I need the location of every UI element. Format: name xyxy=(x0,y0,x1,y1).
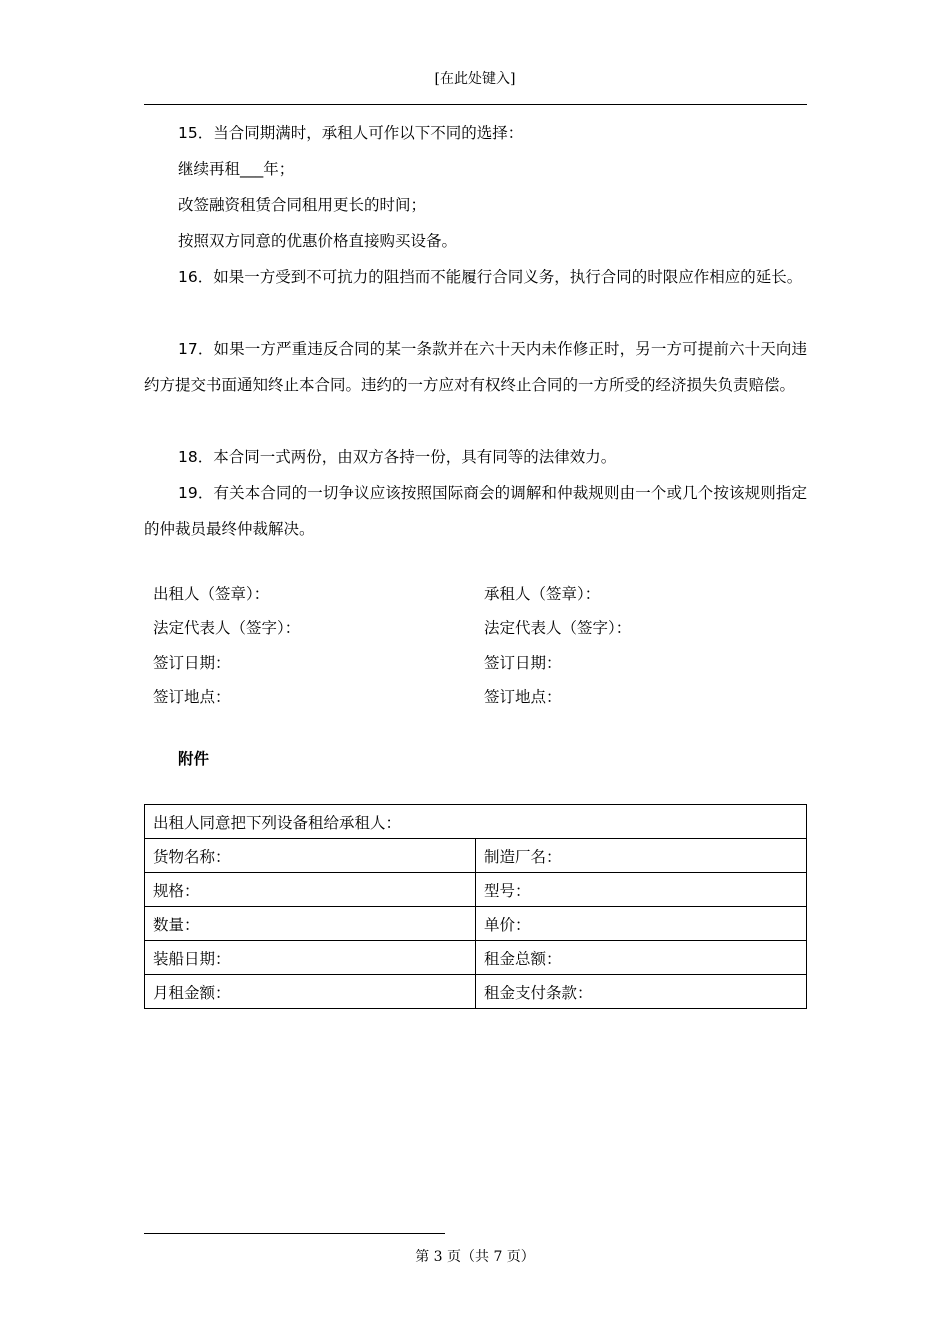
cell-goods-name: 货物名称： xyxy=(145,839,476,873)
lessor-representative-label: 法定代表人（签字）： xyxy=(153,619,301,637)
clause-18: 18．本合同一式两份，由双方各持一份，具有同等的法律效力。 xyxy=(178,448,617,466)
cell-total-rent: 租金总额： xyxy=(476,941,807,975)
clause-15-option-b: 改签融资租赁合同租用更长的时间； xyxy=(178,196,427,214)
lessee-representative-label: 法定代表人（签字）： xyxy=(484,619,632,637)
lessee-seal-label: 承租人（签章）： xyxy=(484,585,601,603)
equipment-table xyxy=(144,804,807,1009)
cell-unit-price: 单价： xyxy=(476,907,807,941)
clause-17: 17．如果一方严重违反合同的某一条款并在六十天内未作修正时，另一方可提前六十天向违约方提交书面通知终止本合同。违约的一方应对有权终止合同的一方所受的经济损失负责赔偿。 xyxy=(144,340,807,394)
lessor-place-label: 签订地点： xyxy=(153,688,231,706)
cell-shipment-date: 装船日期： xyxy=(145,941,476,975)
lessor-date-label: 签订日期： xyxy=(153,654,231,672)
lessee-place-label: 签订地点： xyxy=(484,688,562,706)
page-header: [在此处键入] xyxy=(434,71,516,87)
footer-divider xyxy=(144,1233,445,1234)
clause-15-option-a: 继续再租___年； xyxy=(178,160,295,178)
lessor-seal-label: 出租人（签章）： xyxy=(153,585,270,603)
clause-15-option-c: 按照双方同意的优惠价格直接购买设备。 xyxy=(178,232,458,250)
table-row xyxy=(145,975,807,1009)
cell-specification: 规格： xyxy=(145,873,476,907)
table-row xyxy=(145,907,807,941)
cell-monthly-rent: 月租金额： xyxy=(145,975,476,1009)
table-row xyxy=(145,805,807,839)
table-row xyxy=(145,941,807,975)
header-divider xyxy=(144,104,807,105)
page-number: 第 3 页（共 7 页） xyxy=(415,1249,535,1265)
table-row xyxy=(145,839,807,873)
clause-15: 15．当合同期满时，承租人可作以下不同的选择： xyxy=(178,124,524,142)
clause-16: 16．如果一方受到不可抗力的阻挡而不能履行合同义务，执行合同的时限应作相应的延长。 xyxy=(178,268,803,286)
clause-19: 19．有关本合同的一切争议应该按照国际商会的调解和仲裁规则由一个或几个按该规则指定的仲裁员最终仲裁解决。 xyxy=(144,484,807,538)
table-header-cell: 出租人同意把下列设备租给承租人： xyxy=(145,805,807,839)
lessee-date-label: 签订日期： xyxy=(484,654,562,672)
table-row xyxy=(145,873,807,907)
cell-payment-terms: 租金支付条款： xyxy=(476,975,807,1009)
cell-quantity: 数量： xyxy=(145,907,476,941)
cell-manufacturer: 制造厂名： xyxy=(476,839,807,873)
cell-model: 型号： xyxy=(476,873,807,907)
attachment-title: 附件 xyxy=(178,750,210,768)
